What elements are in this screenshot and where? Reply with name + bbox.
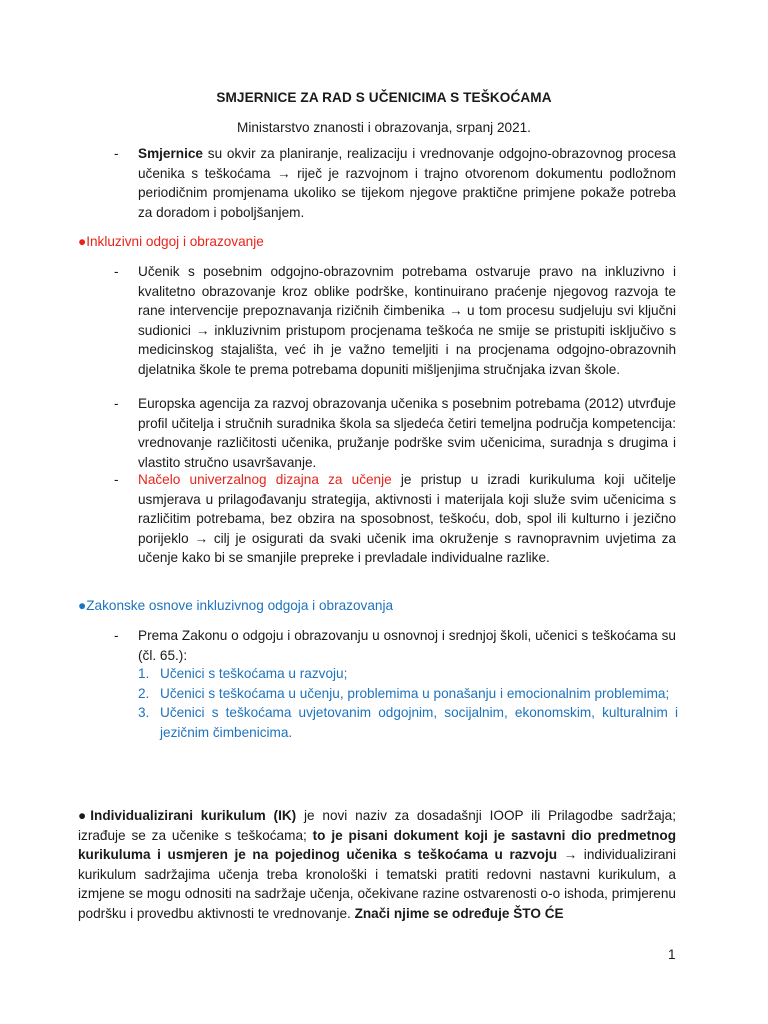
dash-marker: - bbox=[114, 146, 119, 161]
ik-bold-definition: to je pisani dokument koji je sastavni dio predmetnog kurikuluma i usmjeren je na pojedinog učenika s teškoćama u razvoju bbox=[78, 827, 677, 863]
numbered-list-item bbox=[138, 703, 678, 742]
ik-text-2: → individualizirani kurikulum sadržajima učenja treba kronološki i tematski pratiti redovni nastavni kurikulum, a izmjene se mogu odnositi na sadržaje učenja, očekivane razine ostvarenosti o-o ishoda, primjerenu podršku i provedbu aktivnosti te vrednovanje. bbox=[78, 847, 676, 921]
dash-marker: - bbox=[114, 264, 119, 279]
list-number: 1. bbox=[138, 666, 150, 681]
numbered-list-item bbox=[138, 684, 678, 704]
list-item-text: Učenici s teškoćama uvjetovanim odgojnim, socijalnim, ekonomskim, kulturalnim i jezičnim čimbenicima. bbox=[160, 705, 678, 740]
numbered-list bbox=[138, 664, 678, 742]
dash-marker: - bbox=[114, 628, 119, 643]
section-heading-text: Zakonske osnove inkluzivnog odgoja i obrazovanja bbox=[86, 598, 394, 613]
intro-list-item bbox=[114, 144, 676, 222]
ik-bold-ending: Znači njime se određuje ŠTO ĆE bbox=[354, 905, 564, 921]
numbered-list-item bbox=[138, 664, 678, 684]
list-number: 2. bbox=[138, 685, 150, 701]
section1-item2-text: Europska agencija za razvoj obrazovanja učenika s posebnim potrebama (2012) utvrđuje profil učitelja i stručnih suradnika škola sa sljedeća četiri temeljna područja kompetencija: vrednovanje različitosti učenika, pružanje podrške svim učenicima, suradnja s drugima i vlastito stručno usavršavanje. bbox=[138, 396, 676, 470]
section1-item3-text: je pristup u izradi kurikuluma koji učitelje usmjerava u prilagođavanju strategija, aktivnosti i materijala koji služe svim učenicima s različitim potrebama, bez obzira na sposobnost, teškoću, dob, spol ili kulturno i jezično porijeklo → cilj je osigurati da svaki učenik ima okruženje s ravnopravnim uvjetima za učenje kako bi se smanjile prepreke i prevladale individualne razlike. bbox=[138, 472, 676, 566]
intro-text: su okvir za planiranje, realizaciju i vrednovanje odgojno-obrazovnog procesa učenika s teškoćama → riječ je razvojnom i trajno otvorenom dokumentu podložnom periodičnim promjenama ukoliko se tijekom njegove praktične primjene pokaže potreba za doradom i poboljšanjem. bbox=[138, 146, 676, 220]
page-number: 1 bbox=[668, 947, 676, 962]
dash-marker: - bbox=[114, 472, 119, 487]
list-item-text: Učenici s teškoćama u učenju, problemima u ponašanju i emocionalnim problemima; bbox=[160, 685, 670, 701]
section1-item1-text: Učenik s posebnim odgojno-obrazovnim potrebama ostvaruje pravo na inkluzivno i kvalitetno obrazovanje kroz oblike podrške, kontinuirano praćenje njegovog razvoja te rane intervencije prepoznavanja rizičnih čimbenika → u tom procesu sudjeluju svi ključni sudionici → inkluzivnim pristupom procjenama teškoća ne smije se pristupiti isključivo s medicinskog stajališta, već ih je važno temeljiti i na procjenama odgojno-obrazovnih djelatnika škole te prema potrebama dopuniti mišljenjima stručnjaka izvan škole. bbox=[138, 264, 676, 377]
intro-bold-lead: Smjernice bbox=[138, 146, 203, 161]
section-heading-inclusive bbox=[78, 232, 264, 252]
dash-marker: - bbox=[114, 396, 119, 411]
list-item-text: Učenici s teškoćama u razvoju; bbox=[160, 666, 348, 681]
document-title: SMJERNICE ZA RAD S UČENICIMA S TEŠKOĆAMA bbox=[216, 90, 552, 105]
section1-item3-paragraph bbox=[138, 470, 676, 568]
individualized-curriculum-paragraph bbox=[78, 806, 676, 924]
udl-principle-term: Načelo univerzalnog dizajna za učenje bbox=[138, 472, 392, 487]
bullet-icon: ● bbox=[78, 808, 91, 823]
bullet-icon: ● bbox=[78, 598, 87, 613]
section2-item1-text: Prema Zakonu o odgoju i obrazovanju u osnovnoj i srednjoj školi, učenici s teškoćama su (čl. 65.): bbox=[138, 628, 676, 663]
bullet-icon: ● bbox=[78, 234, 87, 249]
section2-list-item-1 bbox=[114, 626, 676, 665]
document-subtitle: Ministarstvo znanosti i obrazovanja, srpanj 2021. bbox=[237, 120, 531, 135]
section1-list-item-2 bbox=[114, 394, 676, 472]
section1-list-item-3 bbox=[114, 470, 676, 568]
section-heading-legal bbox=[78, 596, 393, 616]
intro-paragraph bbox=[138, 144, 676, 222]
section1-list-item-1 bbox=[114, 262, 676, 380]
list-number: 3. bbox=[138, 705, 150, 721]
section-heading-text: Inkluzivni odgoj i obrazovanje bbox=[86, 234, 264, 249]
ik-term: Individualizirani kurikulum (IK) bbox=[90, 808, 297, 823]
ik-text-1: je novi naziv za dosadašnji IOOP ili Prilagodbe sadržaja; izrađuje se za učenike s teškoćama; bbox=[78, 808, 677, 843]
